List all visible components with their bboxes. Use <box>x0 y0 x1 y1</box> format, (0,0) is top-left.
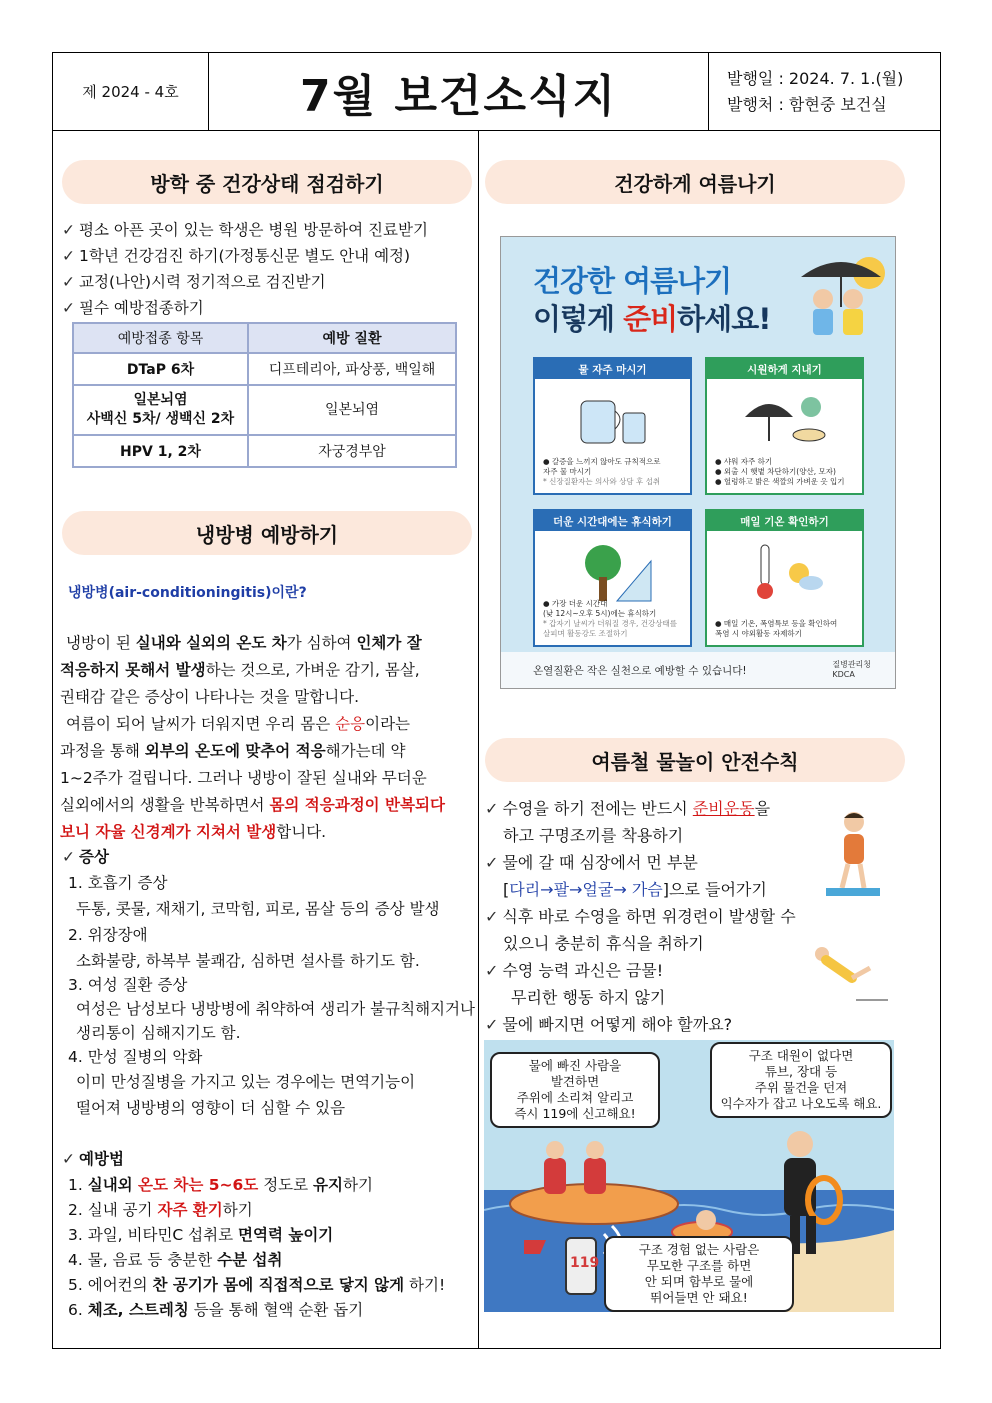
newsletter-title: 7월 보건소식지 <box>209 53 709 130</box>
symptom-desc: 이미 만성질병을 가지고 있는 경우에는 면역기능이 <box>76 1073 416 1091</box>
poster-subtitle: 이렇게 준비하세요! <box>533 302 771 336</box>
poster-title: 건강한 여름나기 <box>533 264 732 298</box>
check-item: ✓ 필수 예방접종하기 <box>62 299 204 317</box>
symptoms-heading: ✓ 증상 <box>62 848 109 866</box>
speech-bubble-no-reckless-rescue: 구조 경험 없는 사람은 무모한 구조를 하면 안 되며 함부로 물에 뛰어들면 안 돼요! <box>604 1236 794 1312</box>
safety-item: ✓ 식후 바로 수영을 하면 위경련이 발생할 수 <box>485 907 796 926</box>
safety-item: ✓ 수영 능력 과신은 금물! <box>485 961 664 980</box>
prevention-item: 1. 실내외 온도 차는 5~6도 정도로 유지하기 <box>68 1176 373 1194</box>
check-icon: ✓ <box>485 961 499 980</box>
prevention-item: 3. 과일, 비타민C 섭취로 면역력 높이기 <box>68 1226 334 1244</box>
safety-item-cont: [다리→팔→얼굴→ 가슴]으로 들어가기 <box>503 880 767 899</box>
symptom-desc: 생리통이 심해지기도 함. <box>76 1024 241 1042</box>
check-icon: ✓ <box>485 907 499 926</box>
prevention-item: 5. 에어컨의 찬 공기가 몸에 직접적으로 닿지 않게 하기! <box>68 1276 446 1294</box>
paragraph-line: 여름이 되어 날씨가 더워지면 우리 몸은 순응이라는 <box>66 715 411 733</box>
summer-health-poster <box>500 236 896 689</box>
symptom-desc: 두통, 콧물, 재채기, 코막힘, 피로, 몸살 등의 증상 발생 <box>76 900 440 918</box>
publisher: 발행처 : 함현중 보건실 <box>727 94 887 114</box>
paragraph-line: 과정을 통해 외부의 온도에 맞추어 적응해가는데 약 <box>60 742 406 760</box>
table-row: DTaP 6차 디프테리아, 파상풍, 백일해 <box>73 353 456 385</box>
symptom-title: 3. 여성 질환 증상 <box>68 976 188 994</box>
tip-box-stay-cool: 시원하게 지내기 ● 샤워 자주 하기 ● 외출 시 햇볕 차단하기(양산, 모자) ● 헐렁하고 밝은 색깔의 가벼운 옷 입기 <box>705 357 864 495</box>
tip-box-rest: 더운 시간대에는 휴식하기 ● 가장 더운 시간대 (낮 12시~오후 5시)에는 휴식하기 * 갑자기 날씨가 더워질 경우, 건강상태를 살피며 활동강도 조절하기 <box>533 509 692 647</box>
paragraph-line: 1~2주가 걸립니다. 그러나 냉방이 잘된 실내와 무더운 <box>60 769 427 787</box>
emergency-119-label: 119 <box>570 1255 600 1271</box>
check-icon: ✓ <box>62 299 75 317</box>
section-title-water-safety: 여름철 물놀이 안전수칙 <box>485 738 905 782</box>
section-title-health-check: 방학 중 건강상태 점검하기 <box>62 160 472 204</box>
safety-item-cont: 하고 구명조끼를 착용하기 <box>503 826 684 845</box>
speech-bubble-throw-float: 구조 대원이 없다면 튜브, 장대 등 주위 물건을 던져 익수자가 잡고 나오도록 해요. <box>710 1042 892 1118</box>
column-divider <box>478 130 479 1348</box>
prevention-item: 4. 물, 음료 등 충분한 수분 섭취 <box>68 1251 283 1269</box>
safety-item: ✓ 물에 갈 때 심장에서 먼 부분 <box>485 853 698 872</box>
symptom-desc: 여성은 남성보다 냉방병에 취약하여 생리가 불규칙해지거나 <box>76 1000 475 1018</box>
table-row: 일본뇌염 사백신 5차/ 생백신 2차 일본뇌염 <box>73 385 456 435</box>
safety-item-cont: 무리한 행동 하지 않기 <box>511 988 666 1007</box>
check-item: ✓ 교정(나안)시력 정기적으로 검진받기 <box>62 273 326 291</box>
paragraph-line: 실외에서의 생활을 반복하면서 몸의 적응과정이 반복되다 <box>60 796 445 814</box>
speech-bubble-report: 물에 빠진 사람을 발견하면 주위에 소리쳐 알리고 즉시 119에 신고해요! <box>490 1052 660 1128</box>
check-item: ✓ 평소 아픈 곳이 있는 학생은 병원 방문하여 진료받기 <box>62 221 428 239</box>
symptom-desc: 소화불량, 하복부 불쾌감, 심하면 설사를 하기도 함. <box>76 952 420 970</box>
vaccination-table <box>72 322 457 468</box>
paragraph-line: 보니 자율 신경계가 지쳐서 발생합니다. <box>60 823 327 841</box>
paragraph-line: 냉방이 된 실내와 실외의 온도 차가 심하여 인체가 잘 <box>66 634 422 652</box>
publish-date: 발행일 : 2024. 7. 1.(월) <box>727 68 904 88</box>
prevention-item: 2. 실내 공기 자주 환기하기 <box>68 1201 253 1219</box>
check-icon: ✓ <box>485 1015 499 1034</box>
tip-box-drink-water: 물 자주 마시기 ● 갈증을 느끼지 않아도 규칙적으로 자주 물 마시기 * 신장질환자는 의사와 상담 후 섭취 <box>533 357 692 495</box>
poster-footer: 온열질환은 작은 실천으로 예방할 수 있습니다! <box>501 652 895 688</box>
issue-number: 제 2024 - 4호 <box>53 53 209 130</box>
table-header: 예방접종 항목 <box>73 323 248 353</box>
kdca-logo: 질병관리청 KDCA <box>832 660 871 679</box>
water-jug-icon <box>575 389 655 449</box>
water-rescue-cartoon <box>484 1040 894 1312</box>
thermometer-weather-icon <box>747 539 827 605</box>
prevention-item: 6. 체조, 스트레칭 등을 통해 혈액 순환 돕기 <box>68 1301 364 1319</box>
prevention-heading: ✓ 예방법 <box>62 1150 124 1168</box>
diving-swimmer-icon <box>808 942 888 1006</box>
safety-item: ✓ 물에 빠지면 어떻게 해야 할까요? <box>485 1015 733 1034</box>
table-row: HPV 1, 2차 자궁경부암 <box>73 435 456 467</box>
check-icon: ✓ <box>485 853 499 872</box>
aircon-definition-heading: 냉방병(air-conditioningitis)이란? <box>68 585 307 601</box>
check-icon: ✓ <box>485 799 499 818</box>
table-header: 예방 질환 <box>248 323 456 353</box>
safety-item: ✓ 수영을 하기 전에는 반드시 준비운동을 <box>485 799 771 818</box>
check-icon: ✓ <box>62 848 75 866</box>
header-divider <box>53 130 940 131</box>
check-icon: ✓ <box>62 273 75 291</box>
symptom-title: 1. 호흡기 증상 <box>68 874 168 892</box>
kids-umbrella-illustration <box>791 247 891 347</box>
symptom-title: 4. 만성 질병의 악화 <box>68 1048 203 1066</box>
umbrella-hat-icon <box>741 389 831 449</box>
tree-rest-icon <box>571 541 661 605</box>
paragraph-line: 권태감 같은 증상이 나타나는 것을 말합니다. <box>60 688 360 706</box>
section-title-aircon-illness: 냉방병 예방하기 <box>62 511 472 555</box>
safety-item-cont: 있으니 충분히 휴식을 취하기 <box>503 934 704 953</box>
check-icon: ✓ <box>62 247 75 265</box>
check-icon: ✓ <box>62 1150 75 1168</box>
section-title-healthy-summer: 건강하게 여름나기 <box>485 160 905 204</box>
stretching-swimmer-icon <box>822 808 884 900</box>
symptom-desc: 떨어져 냉방병의 영향이 더 심할 수 있음 <box>76 1099 346 1117</box>
check-icon: ✓ <box>62 221 75 239</box>
check-item: ✓ 1학년 건강검진 하기(가정통신문 별도 안내 예정) <box>62 247 411 265</box>
tip-box-check-temperature: 매일 기온 확인하기 ● 매일 기온, 폭염특보 등을 확인하여 폭염 시 야외활동 자제하기 <box>705 509 864 647</box>
symptom-title: 2. 위장장애 <box>68 926 148 944</box>
paragraph-line: 적응하지 못해서 발생하는 것으로, 가벼운 감기, 몸살, <box>60 661 420 679</box>
publish-info <box>709 53 940 130</box>
